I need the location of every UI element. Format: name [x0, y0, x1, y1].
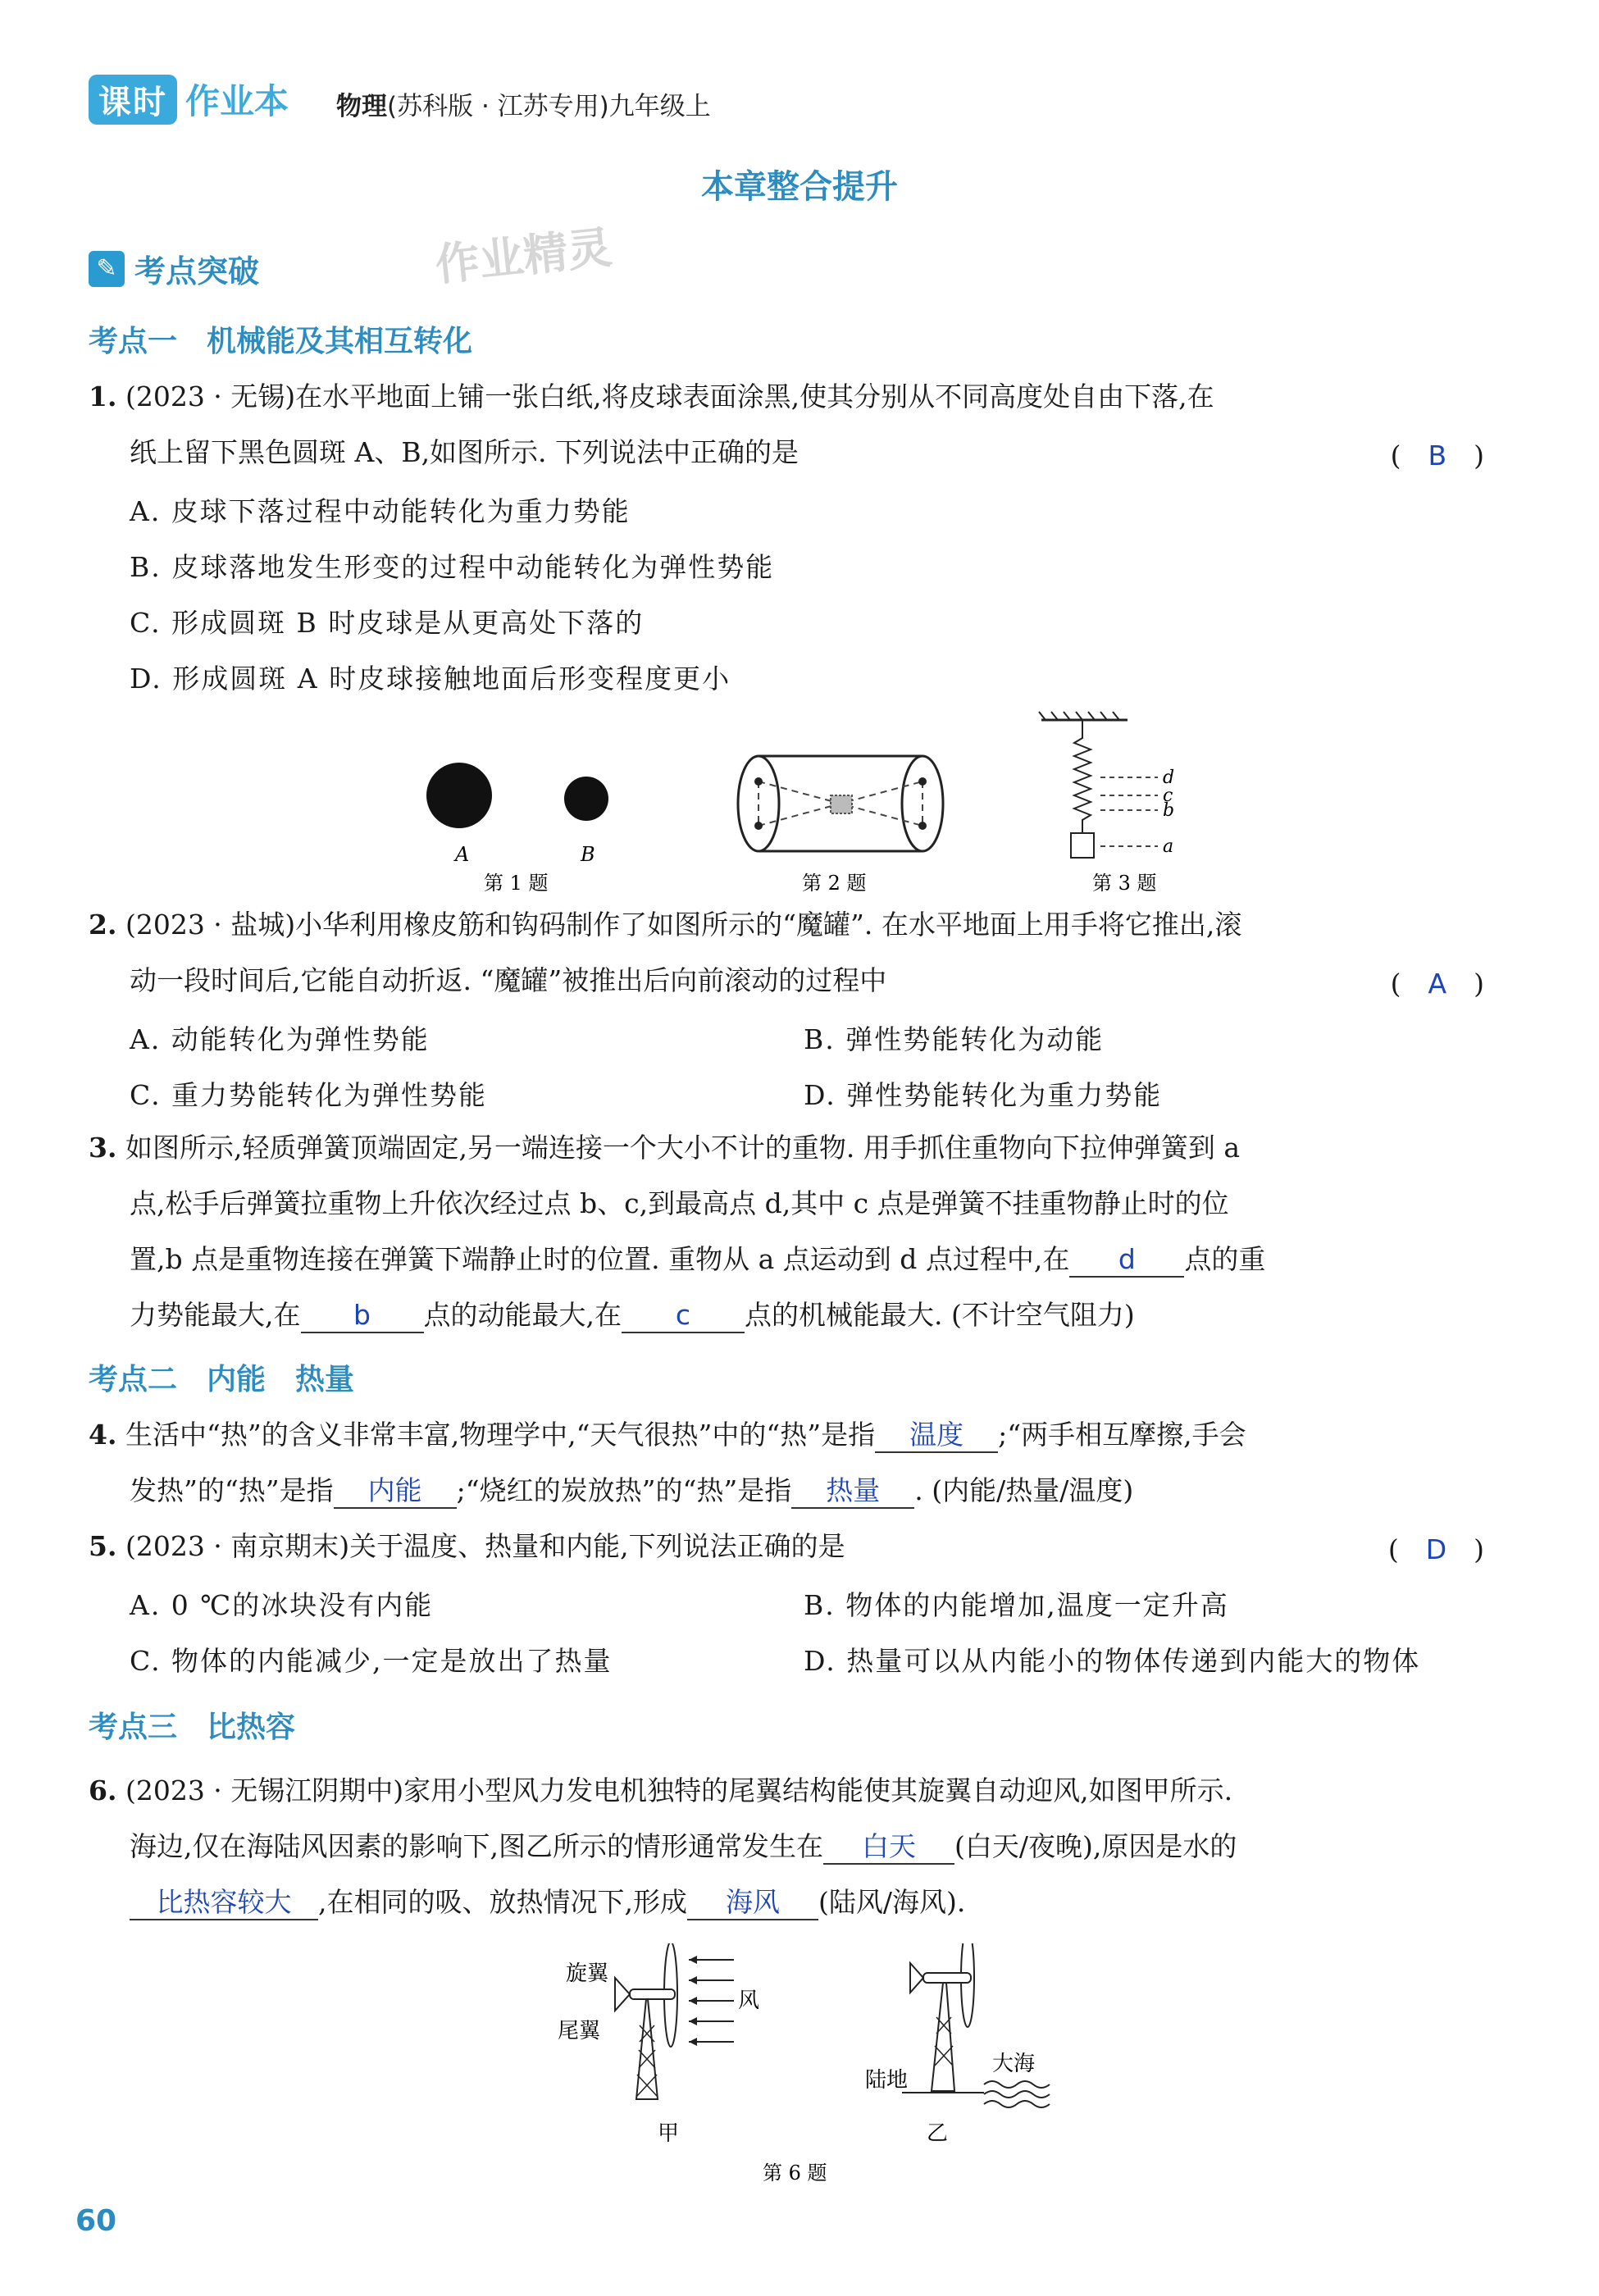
q3-text-4a: 力势能最大,在: [130, 1299, 301, 1331]
question-number: 1.: [89, 380, 117, 412]
q3-text-2: 点,松手后弹簧拉重物上升依次经过点 b、c,到最高点 d,其中 c 点是弹簧不挂重物静止时的位: [130, 1187, 1229, 1219]
q2-text-1: (2023 · 盐城)小华利用橡皮筋和钩码制作了如图所示的“魔罐”. 在水平地面上用手将它推出,滚: [125, 909, 1242, 941]
q1-answer: B: [1428, 440, 1447, 472]
spot-b: [564, 777, 608, 821]
page-number: 60: [75, 2204, 117, 2238]
question-number: 6.: [89, 1774, 117, 1806]
q3-blank-2: b: [301, 1299, 424, 1333]
q5-text-1: (2023 · 南京期末)关于温度、热量和内能,下列说法正确的是: [125, 1530, 845, 1562]
spring-label-c: c: [1163, 786, 1173, 806]
topic-heading-1: 考点一 机械能及其相互转化: [89, 325, 473, 358]
q6-line1: [89, 1773, 1232, 1809]
q1-option-a: A. 皮球下落过程中动能转化为重力势能: [130, 495, 631, 527]
chapter-title: 本章整合提升: [701, 168, 898, 206]
q4-text-1a: 生活中“热”的含义非常丰富,物理学中,“天气很热”中的“热”是指: [125, 1419, 876, 1451]
question-number: 5.: [89, 1530, 117, 1562]
label-sea: 大海: [992, 2052, 1036, 2076]
fig3-caption: 第 3 题: [1092, 872, 1157, 895]
q5-option-b: B. 物体的内能增加,温度一定升高: [804, 1589, 1229, 1621]
q5-option-c: C. 物体的内能减少,一定是放出了热量: [130, 1645, 613, 1677]
question-number: 2.: [89, 909, 117, 941]
wind-turbine-figure: [558, 1943, 1082, 2189]
label-b: B: [581, 843, 595, 866]
q4-line1: [89, 1417, 1246, 1453]
q3-blank-3: c: [622, 1299, 745, 1333]
figures-row: [394, 705, 1214, 902]
q4-text-2c: . (内能/热量/温度): [914, 1474, 1134, 1506]
question-number: 4.: [89, 1419, 117, 1451]
q4-line2: [130, 1473, 1133, 1509]
spot-a: [426, 763, 492, 828]
q4-blank-2: 内能: [334, 1474, 457, 1509]
subject-detail: (苏科版 · 江苏专用)九年级上: [387, 92, 711, 121]
q1-line1: [89, 379, 1214, 415]
section-title: 考点突破: [134, 253, 260, 289]
q6-blank-3: 海风: [687, 1886, 818, 1920]
q4-blank-1: 温度: [875, 1419, 998, 1453]
label-wind: 风: [738, 1988, 760, 2013]
magic-can-figure: [738, 756, 943, 851]
label-rotor: 旋翼: [566, 1961, 609, 1986]
turbine-jia: [615, 1943, 734, 2099]
spring-label-a: a: [1163, 836, 1174, 857]
question-number: 3.: [89, 1132, 117, 1164]
q4-text-2a: 发热”的“热”是指: [130, 1474, 334, 1506]
q2-text-2: 动一段时间后,它能自动折返. “魔罐”被推出后向前滚动的过程中: [130, 964, 887, 996]
q3-line4: [130, 1297, 1135, 1333]
q1-text-2: 纸上留下黑色圆斑 A、B,如图所示. 下列说法中正确的是: [130, 436, 800, 468]
q2-option-a: A. 动能转化为弹性势能: [130, 1023, 430, 1055]
q4-text-1b: ;“两手相互摩擦,手会: [998, 1419, 1246, 1451]
q2-answer-paren: ( A ): [1390, 968, 1484, 1000]
q5-line1: [89, 1528, 845, 1565]
subject-name: 物理: [336, 92, 387, 121]
label-tail: 尾翼: [558, 2019, 601, 2043]
fig2-caption: 第 2 题: [802, 872, 867, 895]
q3-line3: [130, 1241, 1265, 1278]
q6-line3: [130, 1884, 965, 1920]
q3-text-4b: 点的动能最大,在: [423, 1299, 622, 1331]
q6-text-3a: ,在相同的吸、放热情况下,形成: [318, 1886, 687, 1918]
q3-line1: [89, 1130, 1240, 1166]
brand-logo-box: 课时: [89, 75, 177, 125]
q1-answer-paren: ( B ): [1390, 440, 1484, 472]
q1-text-1: (2023 · 无锡)在水平地面上铺一张白纸,将皮球表面涂黑,使其分别从不同高度处自由下落,在: [125, 380, 1214, 412]
label-yi: 乙: [927, 2121, 949, 2146]
q1-option-c: C. 形成圆斑 B 时皮球是从更高处下落的: [130, 607, 645, 639]
spring-figure: [1039, 712, 1158, 858]
q6-blank-1: 白天: [823, 1830, 954, 1865]
q6-text-2a: 海边,仅在海陆风因素的影响下,图乙所示的情形通常发生在: [130, 1830, 823, 1862]
q2-answer: A: [1428, 968, 1447, 1000]
q6-text-3b: (陆风/海风).: [818, 1886, 966, 1918]
subject-line: [336, 85, 711, 122]
q4-text-2b: ;“烧红的炭放热”的“热”是指: [456, 1474, 792, 1506]
label-a: A: [455, 843, 470, 866]
q5-option-d: D. 热量可以从内能小的物体传递到内能大的物体: [804, 1645, 1421, 1677]
watermark: 作业精灵: [432, 221, 615, 292]
header-brand: [89, 75, 289, 123]
q4-blank-3: 热量: [791, 1474, 914, 1509]
q3-text-4c: 点的机械能最大. (不计空气阻力): [745, 1299, 1135, 1331]
q5-answer-paren: ( D ): [1387, 1533, 1484, 1565]
q1-option-b: B. 皮球落地发生形变的过程中动能转化为弹性势能: [130, 551, 775, 583]
label-jia: 甲: [658, 2121, 680, 2146]
q2-option-c: C. 重力势能转化为弹性势能: [130, 1079, 488, 1111]
q6-line2: [130, 1829, 1237, 1865]
q6-blank-2: 比热容较大: [130, 1886, 318, 1920]
q6-text-2b: (白天/夜晚),原因是水的: [954, 1830, 1237, 1862]
topic-heading-3: 考点三 比热容: [89, 1711, 296, 1744]
turbine-yi: [902, 1943, 1050, 2107]
fig1-caption: 第 1 题: [484, 872, 549, 895]
q5-option-a: A. 0 ℃的冰块没有内能: [130, 1589, 434, 1621]
q1-option-d: D. 形成圆斑 A 时皮球接触地面后形变程度更小: [130, 663, 731, 695]
section-header: [89, 246, 259, 291]
q3-blank-1: d: [1069, 1243, 1184, 1278]
q3-text-1: 如图所示,轻质弹簧顶端固定,另一端连接一个大小不计的重物. 用手抓住重物向下拉伸弹簧到 a: [125, 1132, 1241, 1164]
q6-text-1: (2023 · 无锡江阴期中)家用小型风力发电机独特的尾翼结构能使其旋翼自动迎风,如图甲所示.: [125, 1774, 1233, 1806]
pencil-icon: ✎: [89, 251, 125, 287]
label-land: 陆地: [865, 2068, 909, 2093]
brand-logo-text: 作业本: [185, 81, 289, 121]
q2-line1: [89, 907, 1241, 943]
spring-label-b: b: [1163, 800, 1175, 821]
q2-option-b: B. 弹性势能转化为动能: [804, 1023, 1105, 1055]
q3-text-3b: 点的重: [1184, 1243, 1266, 1275]
q2-option-d: D. 弹性势能转化为重力势能: [804, 1079, 1163, 1111]
q3-text-3a: 置,b 点是重物连接在弹簧下端静止时的位置. 重物从 a 点运动到 d 点过程中,在: [130, 1243, 1070, 1275]
q5-answer: D: [1425, 1533, 1447, 1565]
fig6-caption: 第 6 题: [763, 2162, 827, 2184]
topic-heading-2: 考点二 内能 热量: [89, 1363, 355, 1396]
spring-label-d: d: [1163, 768, 1175, 788]
